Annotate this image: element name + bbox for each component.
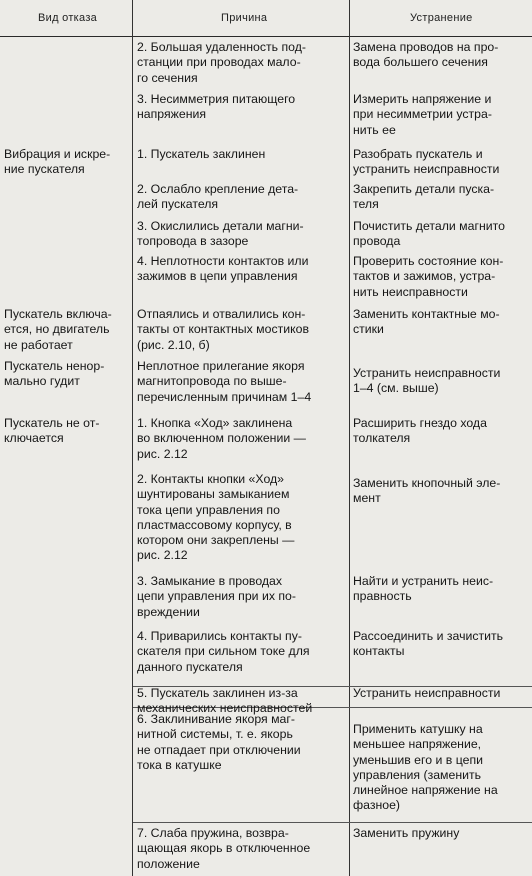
- fault-type-cell: Пускатель ненор- мально гудит: [4, 359, 105, 389]
- column-divider-2: [349, 0, 350, 876]
- fault-type-cell: Пускатель не от- ключается: [4, 416, 100, 446]
- cause-cell: 1. Кнопка «Ход» заклинена во включенном положении — рис. 2.12: [137, 416, 306, 461]
- cause-cell: 4. Неплотности контактов или зажимов в цепи управления: [137, 254, 309, 284]
- header-fault-type: Вид отказа: [38, 12, 98, 24]
- table-header: [0, 0, 532, 37]
- header-remedy: Устранение: [410, 12, 473, 24]
- cause-cell: 2. Контакты кнопки «Ход» шунтированы замыканием тока цепи управления по пластмассовому корпусу, в котором они закреплены — рис. 2.12: [137, 472, 295, 563]
- remedy-cell: Применить катушку на меньшее напряжение, уменьшив его и в цепи управления (заменить линейное напряжение на фазное): [353, 722, 498, 813]
- remedy-cell: Заменить контактные мо- стики: [353, 307, 500, 337]
- cause-cell: 3. Окислились детали магни- топровода в зазоре: [137, 219, 304, 249]
- cause-cell: 6. Заклинивание якоря маг- нитной системы, т. е. якорь не отпадает при отключении тока в катушке: [137, 712, 301, 772]
- remedy-cell: Замена проводов на про- вода большего сечения: [353, 40, 499, 70]
- header-cause: Причина: [221, 12, 268, 24]
- remedy-cell: Устранить неисправности 1–4 (см. выше): [353, 366, 501, 396]
- cause-cell: 1. Пускатель заклинен: [137, 147, 266, 161]
- cause-cell: 3. Несимметрия питающего напряжения: [137, 92, 296, 122]
- remedy-cell: Заменить кнопочный эле- мент: [353, 476, 501, 506]
- fault-type-cell: Пускатель включа- ется, но двигатель не работает: [4, 307, 112, 352]
- remedy-cell: Разобрать пускатель и устранить неисправности: [353, 147, 500, 177]
- cause-cell: 7. Слаба пружина, возвра- щающая якорь в отключенное положение: [137, 826, 311, 871]
- remedy-cell: Расширить гнездо хода толкателя: [353, 416, 487, 446]
- remedy-cell: Проверить состояние кон- тактов и зажимов, устра- нить неисправности: [353, 254, 504, 299]
- remedy-cell: Устранить неисправности: [353, 686, 501, 700]
- cause-cell: 2. Большая удаленность под- станции при проводах мало- го сечения: [137, 40, 306, 85]
- cause-cell: Отпаялись и отвалились кон- такты от контактных мостиков (рис. 2.10, б): [137, 307, 310, 352]
- cause-cell: 5. Пускатель заклинен из-за механических неисправностей: [137, 686, 313, 716]
- remedy-cell: Заменить пружину: [353, 826, 460, 840]
- remedy-cell: Почистить детали магнито провода: [353, 219, 505, 249]
- fault-type-cell: Вибрация и искре- ние пускателя: [4, 147, 111, 177]
- remedy-cell: Рассоединить и зачистить контакты: [353, 629, 504, 659]
- cause-cell: 4. Приварились контакты пу- скателя при сильном токе для данного пускателя: [137, 629, 310, 674]
- cause-cell: 3. Замыкание в проводах цепи управления при их по- вреждении: [137, 574, 296, 619]
- cause-cell: 2. Ослабло крепление дета- лей пускателя: [137, 182, 299, 212]
- cause-cell: Неплотное прилегание якоря магнитопровода по выше- перечисленным причинам 1–4: [137, 359, 312, 404]
- remedy-cell: Закрепить детали пуска- теля: [353, 182, 495, 212]
- remedy-cell: Найти и устранить неис- правность: [353, 574, 494, 604]
- row-separator: [133, 822, 532, 823]
- column-divider-1: [132, 0, 133, 876]
- remedy-cell: Измерить напряжение и при несимметрии устра- нить ее: [353, 92, 492, 137]
